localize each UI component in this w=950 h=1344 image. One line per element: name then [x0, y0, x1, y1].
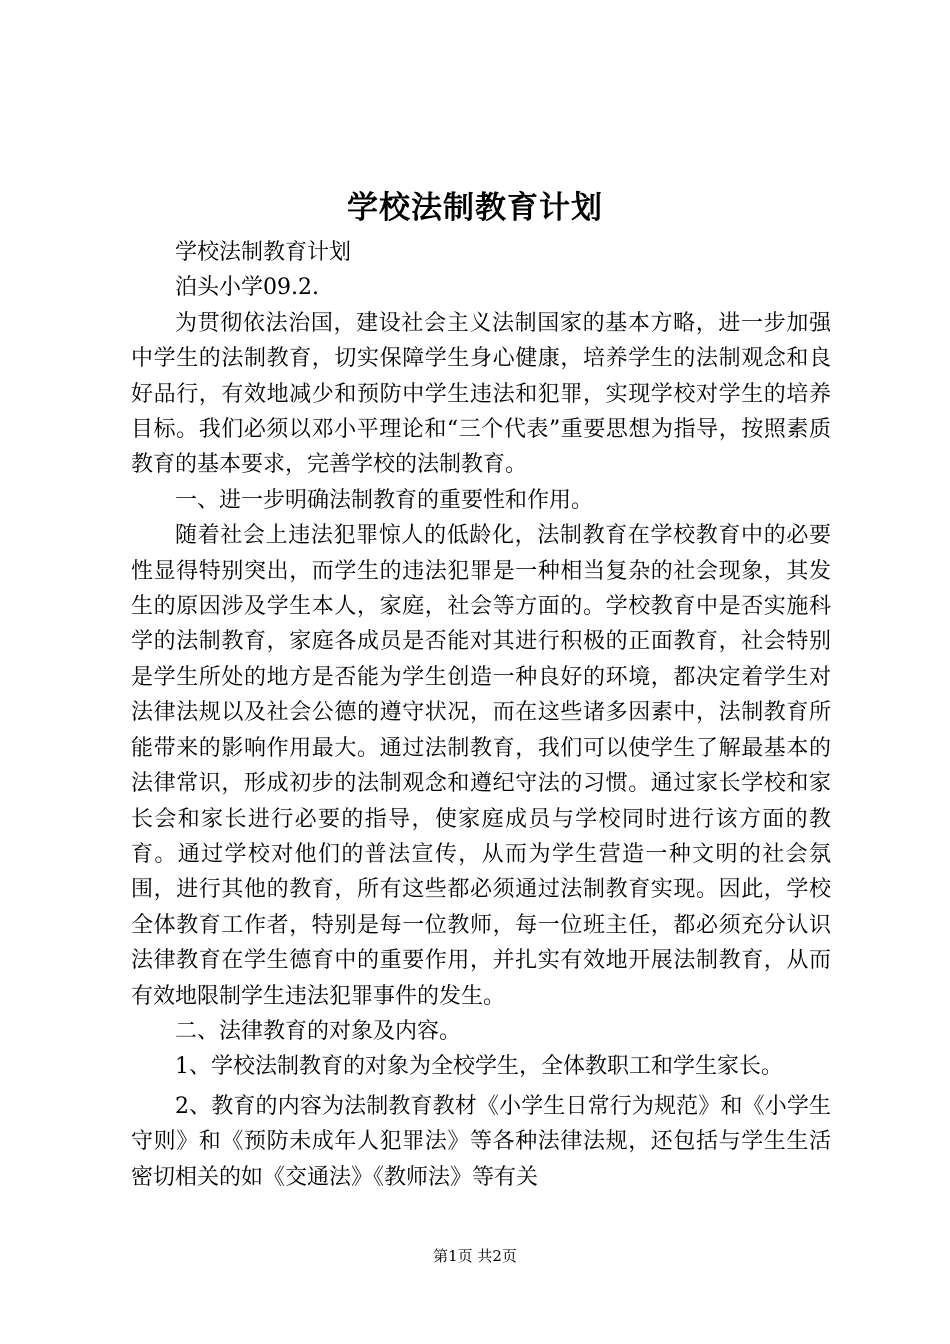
paragraph-author-date: 泊头小学09.2.	[175, 275, 319, 301]
section-heading-2: 二、法律教育的对象及内容。	[175, 1018, 462, 1044]
page-footer: 第1页 共2页	[433, 1247, 517, 1265]
paragraph-section-1: 随着社会上违法犯罪惊人的低龄化，法制教育在学校教育中的必要性显得特别突出，而学生的违法犯罪是一种相当复杂的社会现象，其发生的原因涉及学生本人，家庭，社会等方面的。学校教育中是否实施科学的法制教育，家庭各成员是否能对其进行积极的正面教育，社会特别是学生所处的地方是否能为学生创造一种良好的环境，都决定着学生对法律法规以及社会公德的遵守状况，而在这些诸多因素中，法制教育所能带来的影响作用最大。通过法制教育，我们可以使学生了解最基本的法律常识，形成初步的法制观念和遵纪守法的习惯。通过家长学校和家长会和家长进行必要的指导，使家庭成员与学校同时进行该方面的教育。通过学校对他们的普法宣传，从而为学生营造一种文明的社会氛围，进行其他的教育，所有这些都必须通过法制教育实现。因此，学校全体教育工作者，特别是每一位教师，每一位班主任，都必须充分认识法律教育在学生德育中的重要作用，并扎实有效地开展法制教育，从而有效地限制学生违法犯罪事件的发生。	[131, 523, 831, 1009]
paragraph-intro: 为贯彻依法治国，建设社会主义法制国家的基本方略，进一步加强中学生的法制教育，切实保障学生身心健康，培养学生的法制观念和良好品行，有效地减少和预防中学生违法和犯罪，实现学校对学生的培养目标。我们必须以邓小平理论和“三个代表”重要思想为指导，按照素质教育的基本要求，完善学校的法制教育。	[131, 310, 831, 478]
section-heading-1: 一、进一步明确法制教育的重要性和作用。	[175, 487, 594, 513]
paragraph-item-1: 1、学校法制教育的对象为全校学生，全体教职工和学生家长。	[175, 1054, 783, 1080]
document-title: 学校法制教育计划	[347, 190, 603, 226]
paragraph-subtitle: 学校法制教育计划	[175, 240, 352, 265]
paragraph-item-2: 2、教育的内容为法制教育教材《小学生日常行为规范》和《小学生守则》和《预防未成年人犯罪法》等各种法律法规，还包括与学生生活密切相关的如《交通法》《教师法》等有关	[131, 1093, 831, 1190]
document-body	[131, 235, 831, 1195]
